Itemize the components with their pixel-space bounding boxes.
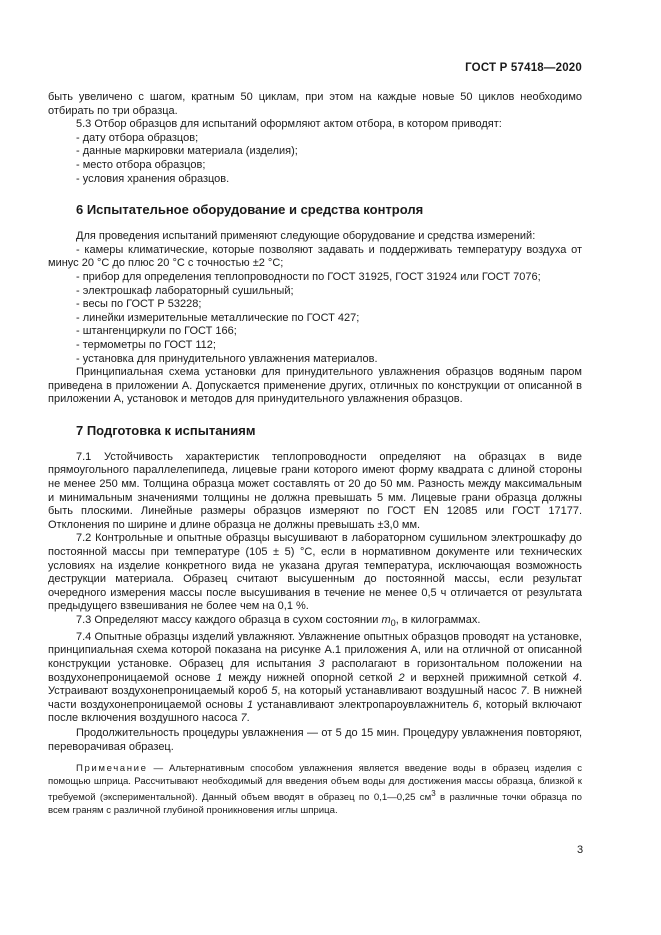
ref-numeral: 2	[398, 671, 405, 684]
text-run: и верхней прижимной сеткой	[404, 671, 573, 684]
text-run: располагают в горизонтальном положении на воздухонепроницаемой основе	[48, 657, 583, 684]
clause-7-3-text: 7.3 Определяют массу каждого образца в сухом состоянии	[76, 614, 382, 626]
humidification-duration: Продолжительность процедуры увлажнения — от 5 до 15 мин. Процедуру увлажнения повторяют, переворачивая образец.	[48, 726, 582, 753]
page-number: 3	[577, 844, 584, 856]
page-body	[48, 91, 582, 817]
clause-7-1: 7.1 Устойчивость характеристик теплопроводности определяют на образцах в виде прямоугольного параллелепипеда, лицевые грани которого имеют форму квадрата с длиной стороны не менее 250 мм. Толщина образца может составлять от 20 до 50 мм. Разность между максимальным и минимальным значениями толщины не должна превышать 5 мм. Лицевые грани образца должны быть плоскими. Линейные размеры образцов измеряют по ГОСТ EN 12085 или ГОСТ 17177. Отклонения по ширине и длине образца не должны превышать ±3,0 мм.	[48, 450, 582, 531]
list-item: - электрошкаф лабораторный сушильный;	[76, 284, 294, 297]
ref-numeral: 1	[216, 671, 223, 684]
text-run: между нижней опорной сеткой	[222, 671, 399, 684]
text-run: 7.4 Опытные образцы изделий увлажняют. Увлажнение опытных образцов проводят на установке, принципиальная схема которой показана на рисунке А.1 приложения А, или на отличной от описанной конструкции установке. Образец для испытания	[48, 630, 582, 670]
ref-numeral: 6	[472, 698, 479, 711]
mass-variable: m	[381, 614, 391, 626]
note-label: Примечание	[76, 763, 148, 775]
mass-subscript: 0	[390, 618, 396, 629]
clause-7-3	[48, 614, 582, 631]
text-run: устанавливают электропароувлажнитель	[253, 698, 473, 711]
list-item: - данные маркировки материала (изделия);	[76, 145, 298, 158]
ref-numeral: 5	[271, 685, 278, 698]
text-run: , который включают после включения воздушного насоса	[48, 698, 582, 725]
list-item: - весы по ГОСТ Р 53228;	[76, 298, 202, 311]
list-item: - термометры по ГОСТ 112;	[76, 338, 216, 351]
ref-numeral: 1	[247, 698, 254, 711]
list-item: - место отбора образцов;	[76, 158, 206, 171]
list-item: - камеры климатические, которые позволяют задавать и поддерживать температуру воздуха от минус 20 °С до плюс 20 °С с точностью ±2 °С;	[48, 243, 582, 270]
section-6-intro: Для проведения испытаний применяют следующие оборудование и средства измерений:	[76, 230, 536, 243]
section-6-closing: Принципиальная схема установки для принудительного увлажнения образцов водяным паром приведена в приложении А. Допускается применение других, отличных по конструкции от описанной в приложении А, установок и методов для принудительного увлажнения образцов.	[48, 366, 582, 406]
list-item: - штангенциркули по ГОСТ 166;	[76, 325, 237, 338]
ref-numeral: 4	[572, 671, 579, 684]
list-item: - условия хранения образцов.	[76, 172, 230, 185]
continuation-paragraph: быть увеличено с шагом, кратным 50 циклам, при этом на каждые новые 50 циклов необходимо отбирать по три образца.	[48, 91, 582, 117]
note-text: — Альтернативным способом увлажнения является введение воды в образец изделия с помощью шприца. Рассчитывают необходимый для введения объем воды для достижения массы образца, близкой к требуемой (экспериментальной). Данный объем вводят в образец по 0,1—0,25 см	[48, 763, 582, 804]
list-item: - линейки измерительные металлические по ГОСТ 427;	[76, 311, 360, 324]
note-superscript: 3	[431, 788, 436, 798]
ref-numeral: 3	[318, 657, 325, 670]
note-text-tail: в различные точки образца по всем граням с различной глубиной проникновения иглы шприца.	[48, 792, 582, 816]
clause-7-3-tail: , в килограммах.	[395, 614, 481, 626]
clause-7-4	[48, 631, 582, 726]
list-item: - установка для принудительного увлажнения материалов.	[76, 352, 378, 365]
text-run: , на который устанавливают воздушный насос	[277, 685, 521, 698]
ref-numeral: 7	[240, 712, 247, 725]
note	[48, 763, 582, 817]
section-6-heading: 6 Испытательное оборудование и средства контроля	[76, 202, 424, 218]
list-item: - дату отбора образцов;	[76, 131, 199, 144]
clause-7-2: 7.2 Контрольные и опытные образцы высушивают в лабораторном сушильном электрошкафу до постоянной массы при температуре (105 ± 5) °С, если в нормативном документе или технических условиях на изделие конкретного вида не указана другая температура, исключающая возможность деструкции материала. Образец считают высушенным до постоянной массы, если результат очередного измерения массы после высушивания в течение не менее 0,5 ч отличается от результата предыдущего взвешивания не более чем на 0,1 %.	[48, 532, 582, 613]
standard-id: ГОСТ Р 57418—2020	[465, 62, 582, 74]
text-run: . В нижней части воздухонепроницаемой основы	[48, 685, 582, 711]
section-7-heading: 7 Подготовка к испытаниям	[76, 422, 256, 438]
text-run: . Устраивают воздухонепроницаемый короб	[48, 671, 582, 698]
list-item: - прибор для определения теплопроводности по ГОСТ 31925, ГОСТ 31924 или ГОСТ 7076;	[76, 270, 541, 283]
clause-5-3: 5.3 Отбор образцов для испытаний оформляют актом отбора, в котором приводят:	[76, 118, 502, 131]
text-run: .	[246, 712, 250, 725]
ref-numeral: 7	[520, 685, 527, 698]
